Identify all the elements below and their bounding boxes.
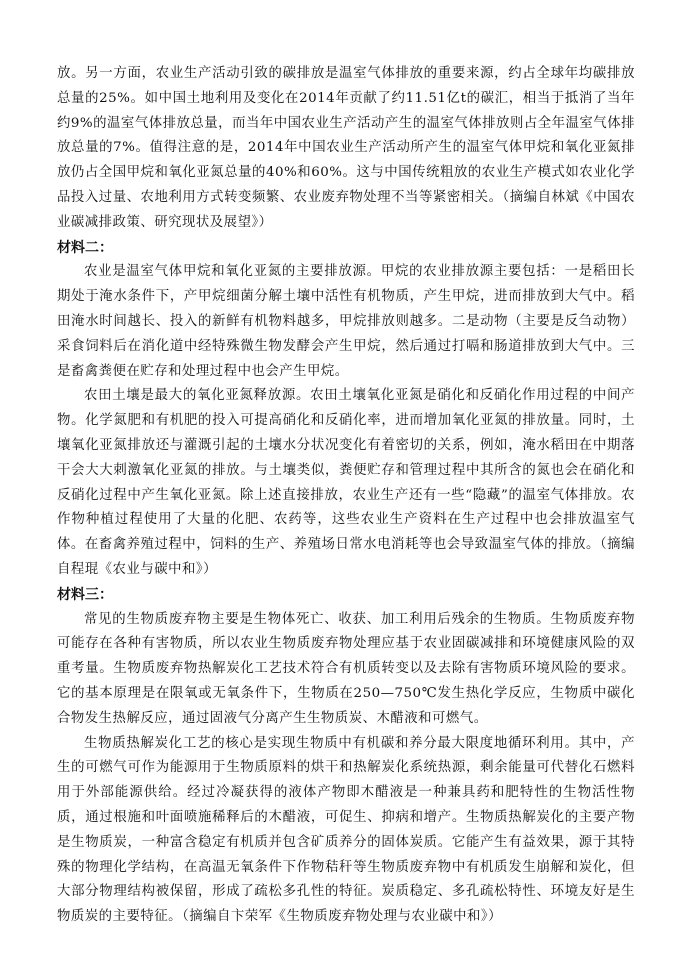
intro-paragraph: 放。另一方面，农业生产活动引致的碳排放是温室气体排放的重要来源，约占全球年均碳排放总量的25%。如中国土地利用及变化在2014年贡献了约11.51亿t的碳汇，相当于抵消了当年约9%的温室气体排放总量，而当年中国农业生产活动产生的温室气体排放则占全年温室气体排放总量的7%。值得注意的是，2014年中国农业生产活动所产生的温室气体甲烷和氧化亚氮排放仍占全国甲烷和氧化亚氮总量的40%和60%。这与中国传统粗放的农业生产模式如农业化学品投入过量、农地利用方式转变频繁、农业废弃物处理不当等紧密相关。（摘编自林斌《中国农业碳减排政策、研究现状及展望》） [57, 66, 635, 230]
material-2-paragraph-2: 农田土壤是最大的氧化亚氮释放源。农田土壤氧化亚氮是硝化和反硝化作用过程的中间产物。化学氮肥和有机肥的投入可提高硝化和反硝化率，进而增加氧化亚氮的排放量。同时，土壤氧化亚氮排放还与灌溉引起的土壤水分状况变化有着密切的关系，例如，淹水稻田在中期落干会大大刺激氧化亚氮的排放。与土壤类似，粪便贮存和管理过程中其所含的氮也会在硝化和反硝化过程中产生氧化亚氮。除上述直接排放，农业生产还有一些“隐藏”的温室气体排放。农作物种植过程使用了大量的化肥、农药等，这些农业生产资料在生产过程中也会排放温室气体。在畜禽养殖过程中，饲料的生产、养殖场日常水电消耗等也会导致温室气体的排放。（摘编自程琨《农业与碳中和》） [57, 388, 635, 577]
material-3-paragraph-1: 常见的生物质废弃物主要是生物体死亡、收获、加工利用后残余的生物质。生物质废弃物可能存在各种有害物质，所以农业生物质废弃物处理应基于农业固碳减排和环境健康风险的双重考量。生物质废弃物热解炭化工艺技术符合有机质转变以及去除有害物质环境风险的要求。它的基本原理是在限氧或无氧条件下，生物质在250—750℃发生热化学反应，生物质中碳化合物发生热解反应，通过固液气分离产生生物质炭、木醋液和可燃气。 [57, 611, 635, 726]
document-page [57, 62, 635, 930]
material-2-heading: 材料二： [57, 239, 113, 256]
material-2-paragraph-1: 农业是温室气体甲烷和氧化亚氮的主要排放源。甲烷的农业排放源主要包括：一是稻田长期处于淹水条件下，产甲烷细菌分解土壤中活性有机物质，产生甲烷，进而排放到大气中。稻田淹水时间越长、投入的新鲜有机物料越多，甲烷排放则越多。二是动物（主要是反刍动物）采食饲料后在消化道中经特殊微生物发酵会产生甲烷，然后通过打嗝和肠道排放到大气中。三是畜禽粪便在贮存和处理过程中也会产生甲烷。 [57, 264, 635, 379]
material-3-paragraph-2: 生物质热解炭化工艺的核心是实现生物质中有机碳和养分最大限度地循环利用。其中，产生的可燃气可作为能源用于生物质原料的烘干和热解炭化系统热源，剩余能量可代替化石燃料用于外部能源供给。经过冷凝获得的液体产物即木醋液是一种兼具药和肥特性的生物活性物质，通过根施和叶面喷施稀释后的木醋液，可促生、抑病和增产。生物质热解炭化的主要产物是生物质炭，一种富含稳定有机质并包含矿质养分的固体炭质。它能产生有益效果，源于其特殊的物理化学结构，在高温无氧条件下作物秸秆等生物质废弃物中有机质发生崩解和炭化，但大部分物理结构被保留，形成了疏松多孔性的特征。炭质稳定、多孔疏松特性、环境友好是生物质炭的主要特征。（摘编自卞荣军《生物质废弃物处理与农业碳中和》） [57, 735, 635, 925]
material-3-heading: 材料三： [57, 586, 113, 603]
